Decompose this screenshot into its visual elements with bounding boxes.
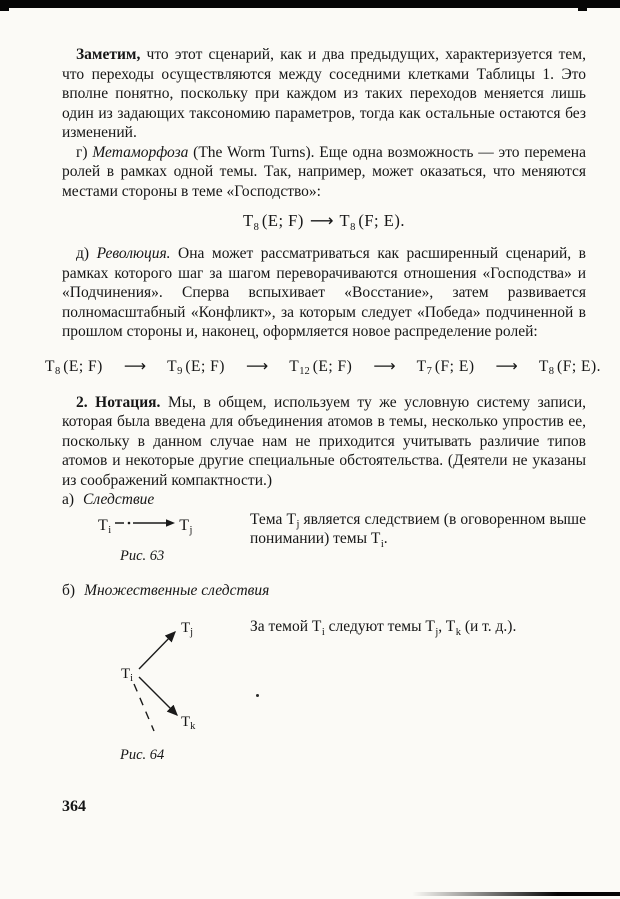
heading-multiple-consequences	[62, 581, 586, 601]
figure-64-diagram	[109, 618, 213, 736]
paragraph-metamorphosis-title: Метаморфоза	[92, 143, 189, 161]
arrow-right-icon: ⟶	[246, 356, 269, 375]
heading-consequence-label: Следствие	[83, 491, 155, 508]
formula-term: $T_8$ (E; F)	[45, 357, 103, 377]
paragraph-revolution	[62, 244, 586, 342]
heading-consequence	[62, 490, 586, 510]
figure-64-row	[62, 614, 586, 765]
item-marker-a: а)	[62, 491, 75, 508]
formula-term: $T_8$ (F; E).	[339, 211, 405, 233]
arrow-right-icon: ⟶	[495, 356, 518, 375]
formula-term: $T_8$ (F; E).	[538, 357, 601, 377]
figure-64-description: За темой $T_i$ следуют темы $T_j$, $T_k$ (и т. д.).	[250, 618, 517, 638]
formula-term: $T_{12}$ (E; F)	[289, 357, 353, 377]
arrow-right-icon: ⟶	[309, 211, 334, 230]
formula-single	[62, 209, 586, 233]
paragraph-intro-lead: Заметим,	[76, 46, 141, 63]
scan-artifact-left-nub	[0, 8, 9, 11]
item-marker-b: б)	[62, 581, 76, 599]
figure-63	[62, 510, 250, 567]
page-number: 364	[62, 798, 86, 815]
arrow-right-icon	[114, 516, 176, 528]
node-label-ti: $T_i$	[121, 666, 134, 684]
scan-artifact-bottom-line	[412, 892, 620, 896]
figure-63-row	[62, 510, 586, 567]
scan-artifact-top-bar	[0, 0, 620, 8]
node-label-tk: $T_k$	[181, 714, 196, 732]
figure-63-diagram	[98, 516, 250, 536]
item-marker-g: г)	[76, 143, 93, 161]
paragraph-notation-lead: 2. Нотация.	[76, 393, 161, 411]
item-marker-d: д)	[76, 245, 97, 262]
figure-64-caption: Рис. 64	[120, 746, 165, 763]
node-label-tj: $T_j$	[179, 516, 193, 536]
formula-chain	[45, 354, 601, 379]
text-block	[45, 45, 601, 765]
paragraph-metamorphosis	[62, 143, 586, 202]
arrow-right-icon: ⟶	[373, 356, 396, 375]
paragraph-metamorphosis-text: (The Worm Turns). Еще одна возможность — это перемена ролей в рамках одной темы. Так, например, может оказаться, что меняются местами стороны в теме «Господство»:	[62, 143, 586, 200]
paragraph-intro-text: что этот сценарий, как и два предыдущих, характеризуется тем, что переходы осуществляются между соседними клетками Таблицы 1. Это вполне понятно, поскольку при каждом из таких переходов меняется лишь один из задающих таксономию параметров, тогда как остальные остаются без изменений.	[62, 46, 586, 141]
heading-multiple-consequences-label: Множественные следствия	[84, 581, 270, 599]
figure-63-description: Тема $T_j$ является следствием (в оговоренном выше понимании) темы $T_i$.	[250, 510, 586, 550]
formula-term: $T_7$ (F; E)	[416, 357, 475, 377]
paragraph-notation-text: Мы, в общем, используем ту же условную систему записи, которая была введена для объединения атомов в темы, несколько упростив ее, поскольку в данном случае нам не приходится учитывать различие типов атомов и некоторые другие специальные обстоятельства. (Деятели не указаны из соображений компактности.)	[62, 393, 587, 489]
formula-term: $T_8$ (E; F)	[243, 211, 304, 233]
paragraph-revolution-title: Революция.	[96, 245, 171, 262]
node-label-ti: $T_i$	[98, 516, 112, 536]
formula-term: $T_9$ (E; F)	[167, 357, 225, 377]
paragraph-revolution-text: Она может рассматриваться как расширенный сценарий, в рамках которого шаг за шагом переворачиваются отношения «Господства» и «Подчинения». Сперва вспыхивает «Восстание», затем развивается полномасштабный «Конфликт», за которым следует «Победа» подчиненной в прошлом стороны и, наконец, оформляется новое распределение ролей:	[62, 245, 586, 340]
scan-artifact-right-tick	[578, 8, 587, 11]
figure-64	[62, 614, 250, 765]
paragraph-intro	[62, 45, 586, 143]
paragraph-notation	[62, 393, 586, 491]
arrow-right-icon: ⟶	[123, 356, 147, 375]
figure-63-caption: Рис. 63	[120, 548, 165, 564]
node-label-tj: $T_j$	[181, 620, 194, 638]
